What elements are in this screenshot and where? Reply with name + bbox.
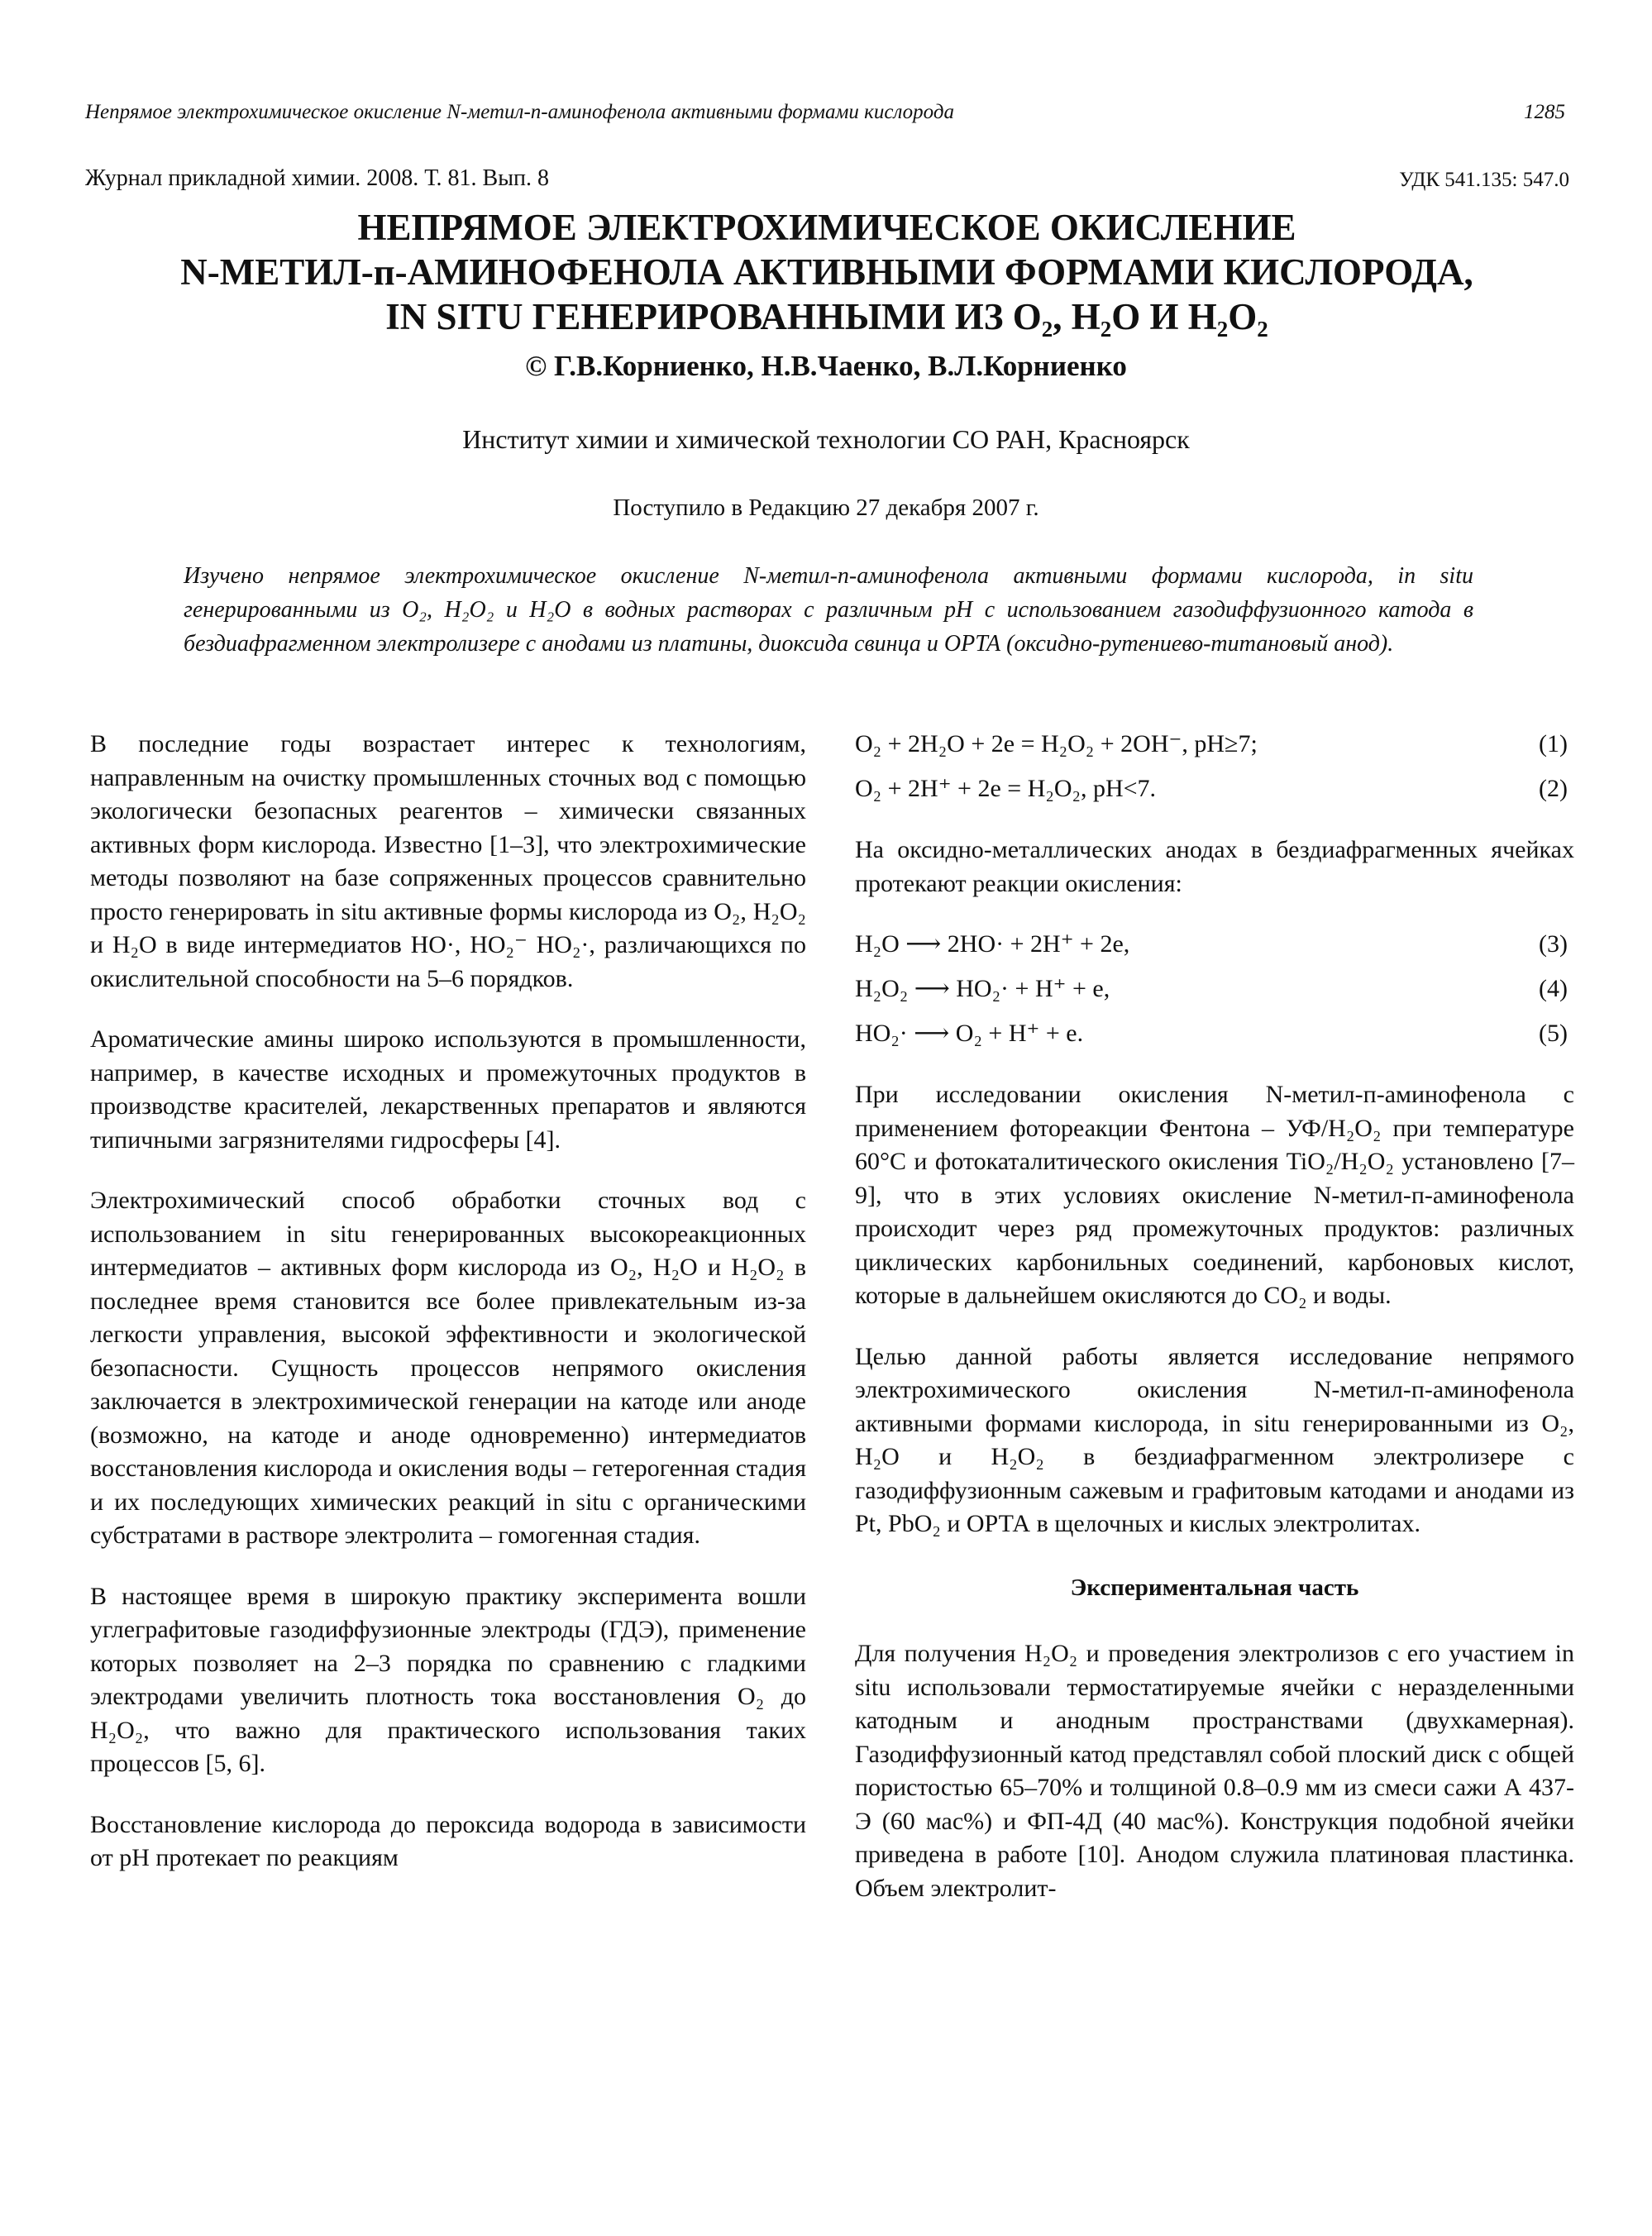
journal-citation: Журнал прикладной химии. 2008. Т. 81. Вып. 8 [85,165,549,191]
equation-4 [855,972,1574,1006]
equation-number: (2) [1539,775,1568,802]
equation-number: (4) [1539,975,1568,1002]
paragraph: Восстановление кислорода до пероксида водорода в зависимости от pH протекает по реакциям [90,1810,806,1871]
paragraph: При исследовании окисления N-метил-п-аминофенола с применением фотореакции Фентона – УФ/H₂O₂ при температуре 60°C и фотокаталитического окисления TiO₂/H₂O₂ установлено [7–9], что в этих условиях окисление N-метил-п-аминофенола происходит через ряд промежуточных продуктов: различных циклических карбонильных соединений, карбоновых кислот, которые в дальнейшем окисляются до CO₂ и воды. [855,1081,1574,1309]
paragraph: Для получения H₂O₂ и проведения электролизов с его участием in situ использовали термостатируемые ячейки с неразделенными катодным и анодным пространствами (двухкамерная). Газодиффузионный катод представлял собой плоский диск с общей пористостью 65–70% и толщиной 0.8–0.9 мм из смеси сажи А 437-Э (60 мас%) и ФП-4Д (40 мас%). Конструкция подобной ячейки приведена в работе [10]. Анодом служила платиновая пластинка. Объем электролит- [855,1640,1574,1902]
affiliation: Институт химии и химической технологии СО РАН, Красноярск [462,424,1190,454]
paragraph: На оксидно-металлических анодах в бездиафрагменных ячейках протекают реакции окисления: [855,836,1574,897]
paragraph: В настоящее время в широкую практику эксперимента вошли углеграфитовые газодиффузионные электроды (ГДЭ), применение которых позволяет на 2–3 порядка по сравнению с гладкими электродами увеличить плотность тока восстановления O₂ до H₂O₂, что важно для практического использования таких процессов [5, 6]. [90,1582,806,1777]
spacer [855,817,1574,834]
equation-3 [855,928,1574,961]
received-date: Поступило в Редакцию 27 декабря 2007 г. [613,494,1039,521]
paragraph: Электрохимический способ обработки сточных вод с использованием in situ генерированных высокореакционных интермедиатов – активных форм кислорода из O₂, H₂O и H₂O₂ в последнее время становится все более привлекательным из-за легкости управления, высокой эффективности и экологической безопасности. Сущность процессов непрямого окисления заключается в электрохимической генерации на катоде или аноде (возможно, на катоде и аноде одновременно) интермедиатов восстановления кислорода и окисления воды – гетерогенная стадия и их последующих химических реакций in situ с органическими субстратами в растворе электролита – гомогенная стадия. [90,1187,806,1549]
paragraph: Ароматические амины широко используются в промышленности, например, в качестве исходных и промежуточных продуктов в производстве красителей, лекарственных препаратов и являются типичными загрязнителями гидросферы [4]. [90,1025,806,1154]
title-line-2: N-МЕТИЛ-п-АМИНОФЕНОЛА АКТИВНЫМИ ФОРМАМИ КИСЛОРОДА, [180,251,1473,293]
equation-body: H₂O₂ ⟶ HO₂· + H⁺ + e, [855,975,1110,1002]
running-head [85,98,1565,131]
equation-number: (1) [1539,730,1568,757]
journal-citation-line [85,165,1569,198]
section-heading: Экспериментальная часть [1070,1574,1359,1601]
spacer [855,1062,1574,1078]
paragraph: Целью данной работы является исследование непрямого электрохимического окисления N-метил-п-аминофенола активными формами кислорода, in situ генерированными из O₂, H₂O и H₂O₂ в бездиафрагменном электролизере с газодиффузионным сажевым и графитовым катодами и анодами из Pt, PbO₂ и ОРТА в щелочных и кислых электролитах. [855,1342,1574,1537]
equation-body: O₂ + 2H⁺ + 2e = H₂O₂, pH<7. [855,775,1157,802]
title-line-1: НЕПРЯМОЕ ЭЛЕКТРОХИМИЧЕСКОЕ ОКИСЛЕНИЕ [357,207,1296,248]
equation-5 [855,1017,1574,1050]
udk-code: УДК 541.135: 547.0 [1399,169,1569,191]
page-number: 1285 [1524,101,1565,123]
equation-number: (3) [1539,930,1568,958]
equation-body: O₂ + 2H₂O + 2e = H₂O₂ + 2OH⁻, pH≥7; [855,730,1258,757]
running-head-title: Непрямое электрохимическое окисление N-метил-п-аминофенола активными формами кислорода [85,101,954,123]
equation-body: HO₂· ⟶ O₂ + H⁺ + e. [855,1020,1084,1047]
right-column [855,728,1574,1933]
equation-2 [855,772,1574,805]
title-line-3: IN SITU ГЕНЕРИРОВАННЫМИ ИЗ O₂, H₂O И H₂O₂ [385,296,1268,337]
article-title [99,205,1554,339]
equation-1 [855,728,1574,761]
left-column [90,728,806,1903]
paragraph: В последние годы возрастает интерес к технологиям, направленным на очистку промышленных сточных вод с помощью экологически безопасных реагентов – химически связанных активных форм кислорода. Известно [1–3], что электрохимические методы позволяют на базе сопряженных процессов сравнительно просто генерировать in situ активные формы кислорода из O₂, H₂O₂ и H₂O в виде интермедиатов HO·, HO₂⁻ HO₂·, различающихся по окислительной способности на 5–6 порядков. [90,730,806,992]
equation-body: H₂O ⟶ 2HO· + 2H⁺ + 2e, [855,930,1130,958]
equation-number: (5) [1539,1020,1568,1047]
authors: © Г.В.Корниенко, Н.В.Чаенко, В.Л.Корниенко [525,350,1127,382]
abstract: Изучено непрямое электрохимическое окисление N-метил-п-аминофенола активными формами кислорода, in situ генерированными из O₂, H₂O₂ и H₂O в водных растворах с различным pH с использованием газодиффузионного катода в бездиафрагменном электролизере с анодами из платины, диоксида свинца и ОРТА (оксидно-рутениево-титановый анод). [184,563,1473,657]
